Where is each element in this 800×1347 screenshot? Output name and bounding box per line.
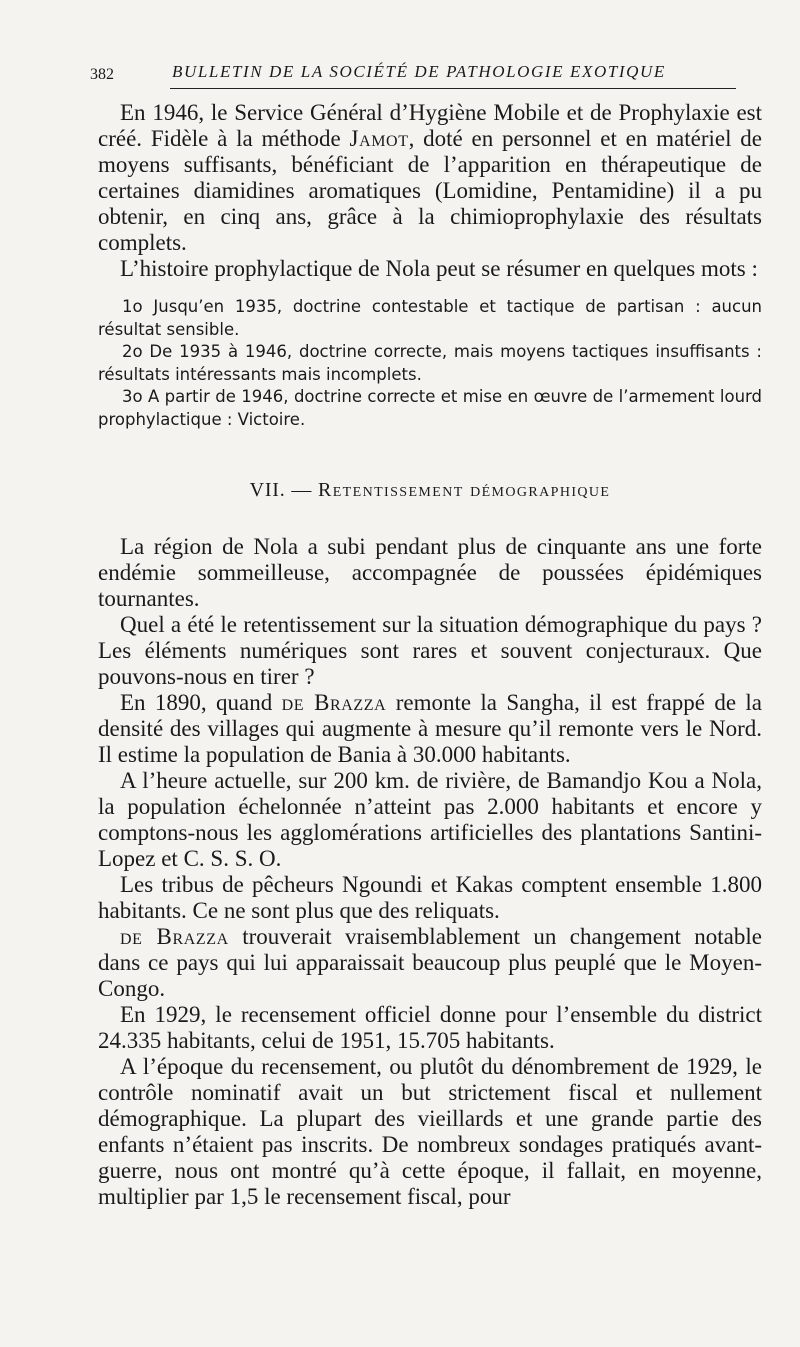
section-dash: — (285, 479, 318, 501)
header-rule (170, 88, 736, 89)
paragraph-1 (98, 100, 762, 256)
paragraph-5 (98, 690, 762, 768)
page-number: 382 (90, 66, 114, 83)
paragraph-3: La région de Nola a subi pendant plus de cinquante ans une forte endémie sommeilleuse, accompagnée de poussées épidémiques tournantes. (98, 534, 762, 611)
author-name-brazza: de Brazza (281, 690, 387, 715)
paragraph-4: Quel a été le retentissement sur la situation démographique du pays ? Les éléments numériques sont rares et souvent conjecturaux. Que pouvons-nous en tirer ? (98, 612, 762, 689)
section-title: Retentissement démographique (317, 479, 611, 501)
page-header (90, 62, 762, 88)
paragraph-1-text-b: , doté en personnel et en matériel de moyens suffisants, bénéficiant de l’apparition en thérapeutique de certaines diamidines aromatiques (Lomidine, Pentamidine) il a pu obtenir, en cinq ans, grâce à la chimioprophylaxie des résultats complets. (98, 126, 762, 255)
paragraph-7: Les tribus de pêcheurs Ngoundi et Kakas comptent ensemble 1.800 habitants. Ce ne sont plus que des reliquats. (98, 872, 762, 923)
paragraph-9: En 1929, le recensement officiel donne pour l’ensemble du district 24.335 habitants, celui de 1951, 15.705 habitants. (98, 1002, 762, 1053)
paragraph-1-text-a: En 1946, le Service Général d’Hygiène Mobile et de Prophylaxie est créé. Fidèle à la méthode (98, 100, 762, 151)
section-heading (98, 479, 762, 502)
paragraph-6: A l’heure actuelle, sur 200 km. de rivière, de Bamandjo Kou a Nola, la population échelonnée n’atteint pas 2.000 habitants et encore y comptons-nous les agglomérations artificielles des plantations Santini-Lopez et C. S. S. O. (98, 768, 762, 871)
paragraph-2: L’histoire prophylactique de Nola peut se résumer en quelques mots : (120, 256, 758, 281)
paragraph-5-text-b: remonte la Sangha, il est frappé de la densité des villages qui augmente à mesure qu’il remonte vers le Nord. Il estime la population de Bania à 30.000 habitants. (98, 690, 762, 767)
paragraph-5-text-a: En 1890, quand (120, 690, 282, 715)
author-name-jamot: Jamot (349, 126, 409, 151)
paragraph-8 (98, 924, 762, 1002)
section-number: VII. (249, 479, 286, 501)
running-head: BULLETIN DE LA SOCIÉTÉ DE PATHOLOGIE EXOTIQUE (172, 62, 666, 81)
body-text (98, 100, 762, 1210)
list-item-3: 3o A partir de 1946, doctrine correcte et mise en œuvre de l’armement lourd prophylactique : Victoire. (98, 387, 762, 429)
paragraph-10: A l’époque du recensement, ou plutôt du dénombrement de 1929, le contrôle nominatif avait un but strictement fiscal et nullement démographique. La plupart des vieillards et une grande partie des enfants n’étaient pas inscrits. De nombreux sondages pratiqués avant-guerre, nous ont montré qu’à cette époque, il fallait, en moyenne, multiplier par 1,5 le recensement fiscal, pour (98, 1054, 762, 1209)
history-list (98, 296, 762, 431)
list-item-2: 2o De 1935 à 1946, doctrine correcte, mais moyens tactiques insuffisants : résultats intéressants mais incomplets. (98, 342, 762, 384)
paragraph-8-text: trouverait vraisemblablement un changement notable dans ce pays qui lui apparaissait beaucoup plus peuplé que le Moyen-Congo. (98, 924, 762, 1001)
author-name-brazza-2: de Brazza (120, 924, 229, 949)
list-item-1: 1o Jusqu’en 1935, doctrine contestable et tactique de partisan : aucun résultat sensible. (98, 297, 762, 339)
